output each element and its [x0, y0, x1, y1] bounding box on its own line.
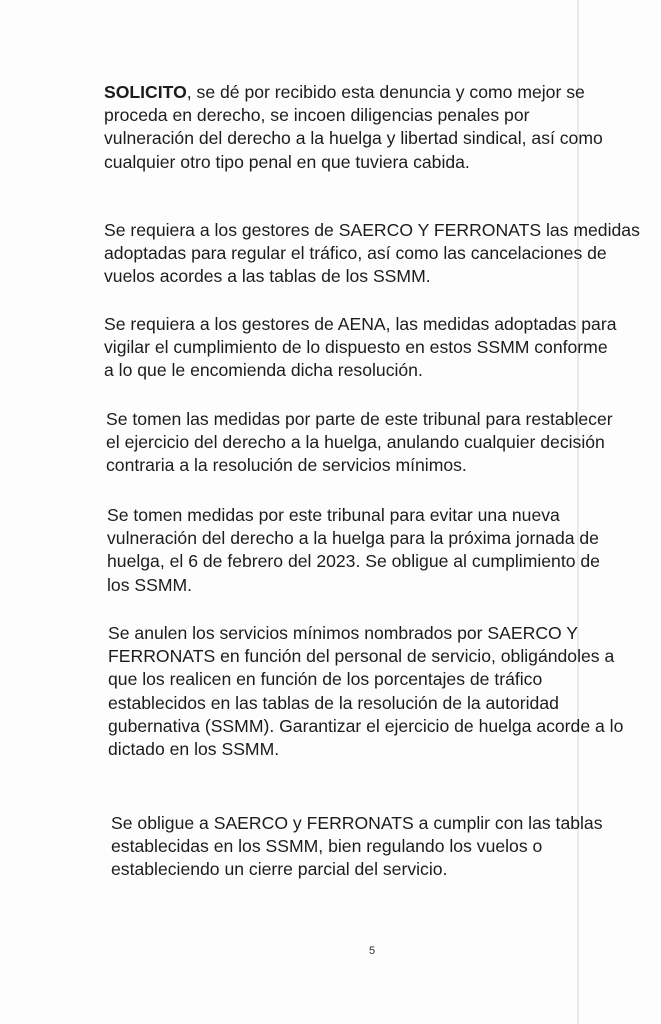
paragraph-line: establecidos en las tablas de la resolución de la autoridad	[108, 692, 559, 713]
paragraph-line: vulneración del derecho a la huelga y libertad sindical, así como	[104, 128, 603, 149]
paragraph-line: Se tomen medidas por este tribunal para evitar una nueva	[107, 505, 560, 525]
paragraph-comply-tables	[111, 812, 603, 882]
paragraph-tribunal-measures	[106, 408, 613, 478]
paragraph-line: Se tomen las medidas por parte de este tribunal para restablecer	[106, 409, 613, 429]
paragraph-line: huelga, el 6 de febrero del 2023. Se obligue al cumplimiento de	[107, 551, 600, 572]
paragraph-line: los SSMM.	[107, 574, 193, 595]
page-number: 5	[369, 945, 376, 957]
paragraph-line: FERRONATS en función del personal de servicio, obligándoles a	[108, 646, 615, 667]
paragraph-annul-minimum-services	[108, 622, 623, 761]
paragraph-line: a lo que le encomienda dicha resolución.	[104, 360, 423, 381]
paragraph-prevent-violation	[107, 504, 600, 597]
paragraph-line: contraria a la resolución de servicios mínimos.	[106, 455, 467, 476]
paragraph-line: vulneración del derecho a la huelga para la próxima jornada de	[107, 528, 599, 549]
paragraph-line: Se requiera a los gestores de SAERCO Y FERRONATS las medidas	[104, 220, 640, 240]
paragraph-line: Se obligue a SAERCO y FERRONATS a cumplir con las tablas	[111, 813, 603, 833]
paragraph-line: establecidas en los SSMM, bien regulando los vuelos o	[111, 836, 543, 857]
paragraph-line: vuelos acordes a las tablas de los SSMM.	[104, 266, 431, 287]
paragraph-solicito	[104, 81, 603, 174]
paragraph-line: gubernativa (SSMM). Garantizar el ejercicio de huelga acorde a lo	[108, 715, 624, 736]
paragraph-line: estableciendo un cierre parcial del servicio.	[111, 859, 448, 880]
paragraph-line: proceda en derecho, se incoen diligencias penales por	[104, 105, 530, 126]
paragraph-line: dictado en los SSMM.	[108, 739, 280, 760]
paragraph-line: vigilar el cumplimiento de lo dispuesto en estos SSMM conforme	[104, 337, 608, 358]
paragraph-request-saerco-ferronats	[104, 219, 640, 289]
paragraph-line: el ejercicio del derecho a la huelga, anulando cualquier decisión	[106, 432, 605, 453]
paragraph-line: cualquier otro tipo penal en que tuviera cabida.	[104, 151, 470, 172]
paragraph-line: que los realicen en función de los porcentajes de tráfico	[108, 669, 543, 690]
paragraph-line: Se anulen los servicios mínimos nombrados por SAERCO Y	[108, 623, 579, 643]
solicito-lead: SOLICITO	[104, 82, 187, 102]
paragraph-line: SOLICITO, se dé por recibido esta denuncia y como mejor se	[104, 82, 585, 102]
paragraph-request-aena	[104, 313, 617, 383]
paragraph-line: Se requiera a los gestores de AENA, las medidas adoptadas para	[104, 314, 617, 334]
paragraph-line: adoptadas para regular el tráfico, así como las cancelaciones de	[104, 243, 607, 264]
